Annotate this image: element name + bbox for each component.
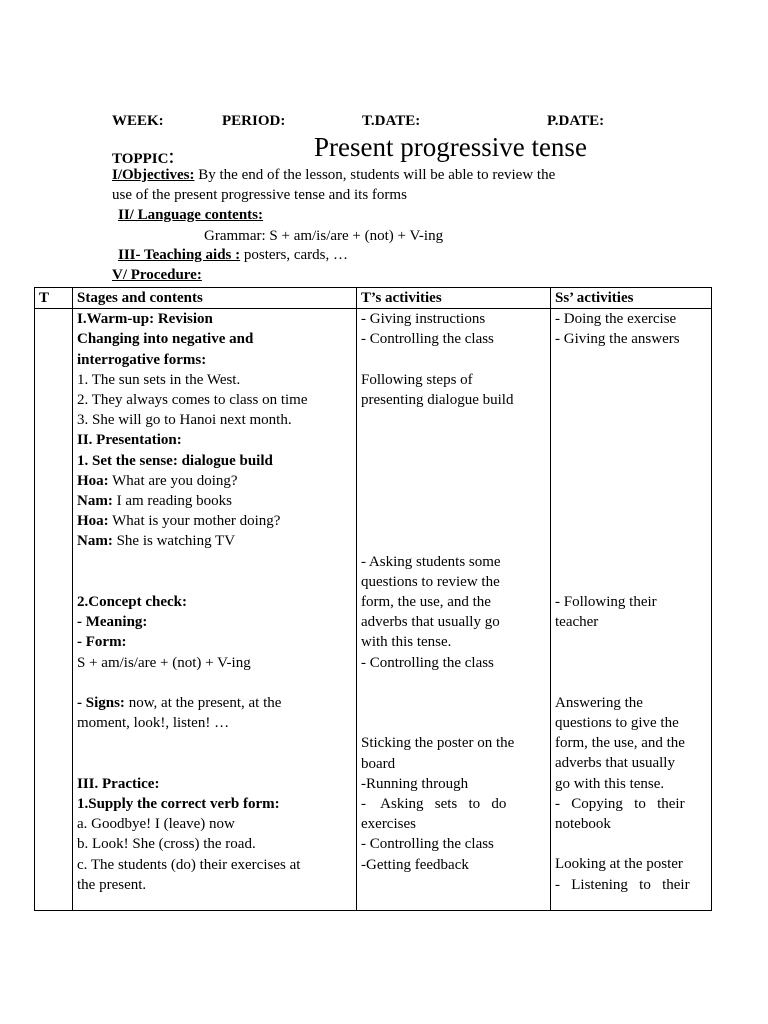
meaning-heading: - Meaning:	[77, 614, 148, 631]
students-cell	[551, 309, 712, 911]
teacher-activity: questions to review the	[361, 573, 500, 590]
page-title: Present progressive tense	[314, 132, 587, 162]
dialogue-line: I am reading books	[112, 493, 232, 510]
student-activity: adverbs that usually	[555, 755, 675, 772]
teacher-activity: - Asking sets to do	[361, 795, 507, 812]
teacher-activity: Following steps of	[361, 371, 473, 388]
teacher-activity: -Getting feedback	[361, 856, 469, 873]
header-teacher: T’s activities	[357, 288, 551, 309]
aids-line	[118, 247, 348, 264]
supply-heading: 1.Supply the correct verb form:	[77, 796, 280, 812]
student-activity: questions to give the	[555, 715, 679, 732]
dialogue-line: She is watching TV	[112, 533, 236, 550]
set-sense-heading: 1. Set the sense: dialogue build	[77, 452, 273, 469]
student-activity: notebook	[555, 816, 611, 833]
teacher-activity: exercises	[361, 816, 416, 833]
exercise-c-2: the present.	[77, 876, 147, 893]
aids-text: posters, cards, …	[240, 247, 349, 263]
student-activity: - Copying to their	[555, 795, 685, 812]
teacher-activity: adverbs that usually go	[361, 614, 500, 631]
teacher-activity: - Controlling the class	[361, 836, 494, 853]
objectives-label: I/Objectives:	[112, 167, 195, 183]
teacher-activity: - Controlling the class	[361, 331, 494, 348]
signs-text-2: moment, look!, listen! …	[77, 715, 230, 732]
header-t: T	[35, 288, 73, 309]
teacher-activity: - Controlling the class	[361, 654, 494, 671]
objectives-text-1: By the end of the lesson, students will be able to review the	[194, 167, 556, 183]
student-activity: form, the use, and the	[555, 735, 685, 752]
topic-colon: :	[168, 143, 175, 168]
student-activity: go with this tense.	[555, 775, 665, 792]
topic-label-group	[112, 143, 175, 169]
form-formula: S + am/is/are + (not) + V-ing	[77, 654, 251, 671]
aids-label: III- Teaching aids :	[118, 247, 241, 263]
student-activity: - Following their	[555, 593, 657, 610]
teacher-cell	[357, 309, 551, 911]
dialogue-speaker: Nam:	[77, 493, 113, 510]
stages-cell	[73, 309, 357, 911]
objectives-line-1	[112, 167, 555, 184]
changing-heading-2: interrogative forms:	[77, 351, 207, 368]
teacher-activity: presenting dialogue build	[361, 392, 514, 408]
dialogue-line: What are you doing?	[108, 472, 238, 489]
dialogue-speaker: Hoa:	[77, 472, 109, 489]
grammar-formula: Grammar: S + am/is/are + (not) + V-ing	[204, 228, 444, 244]
topic-label: TOPPIC	[112, 151, 169, 167]
dialogue-line: What is your mother doing?	[108, 513, 281, 530]
table-row	[35, 309, 712, 911]
time-cell	[35, 309, 73, 911]
procedure-label: V/ Procedure:	[112, 267, 202, 283]
exercise-a: a. Goodbye! I (leave) now	[77, 816, 235, 833]
tdate-label: T.DATE:	[362, 113, 421, 129]
example-1: 1. The sun sets in the West.	[77, 371, 241, 388]
form-heading: - Form:	[77, 634, 127, 651]
student-activity: Looking at the poster	[555, 856, 683, 873]
teacher-activity: with this tense.	[361, 634, 452, 651]
objectives-text-2: use of the present progressive tense and its forms	[112, 187, 407, 203]
procedure-line	[112, 267, 202, 284]
concept-check-heading: 2.Concept check:	[77, 594, 187, 611]
warmup-heading: I.Warm-up: Revision	[77, 311, 213, 328]
teacher-activity: - Giving instructions	[361, 311, 486, 328]
language-line	[118, 207, 263, 224]
pdate-label: P.DATE:	[547, 113, 605, 129]
signs-text-1: now, at the present, at the	[124, 695, 282, 712]
student-activity: - Listening to their	[555, 876, 690, 893]
header-stages: Stages and contents	[73, 288, 357, 309]
dialogue-speaker: Hoa:	[77, 513, 109, 530]
example-2: 2. They always comes to class on time	[77, 392, 308, 409]
student-activity: teacher	[555, 614, 599, 631]
procedure-table	[34, 287, 712, 911]
student-activity: - Doing the exercise	[555, 311, 677, 328]
exercise-c-1: c. The students (do) their exercises at	[77, 856, 301, 873]
changing-heading-1: Changing into negative and	[77, 331, 254, 348]
period-label: PERIOD:	[222, 113, 286, 129]
signs-label: - Signs:	[77, 695, 125, 712]
dialogue-speaker: Nam:	[77, 533, 113, 550]
teacher-activity: board	[361, 755, 396, 772]
teacher-activity: Sticking the poster on the	[361, 735, 515, 752]
practice-heading: III. Practice:	[77, 775, 160, 792]
table-header-row	[35, 288, 712, 309]
header-students: Ss’ activities	[551, 288, 712, 309]
student-activity: - Giving the answers	[555, 331, 680, 348]
teacher-activity: -Running through	[361, 775, 469, 792]
teacher-activity: form, the use, and the	[361, 593, 491, 610]
teacher-activity: - Asking students some	[361, 553, 501, 570]
student-activity: Answering the	[555, 694, 643, 711]
language-label: II/ Language contents:	[118, 207, 264, 223]
example-3: 3. She will go to Hanoi next month.	[77, 412, 292, 429]
week-label: WEEK:	[112, 113, 164, 129]
exercise-b: b. Look! She (cross) the road.	[77, 836, 256, 853]
presentation-heading: II. Presentation:	[77, 432, 182, 449]
